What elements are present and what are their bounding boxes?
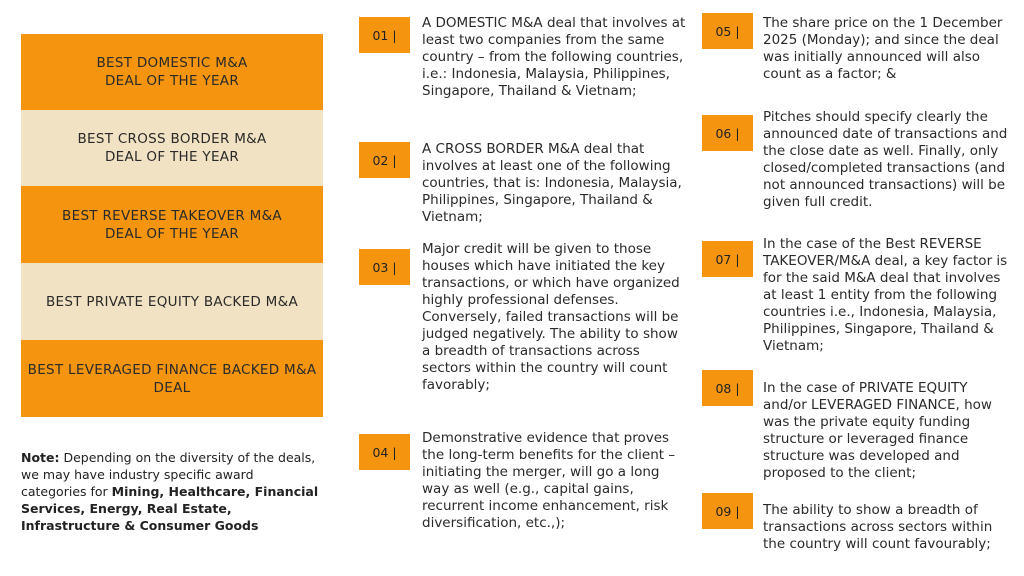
- criterion-text-04: Demonstrative evidence that proves the long-term benefits for the client – initiating the merger, will go a long way as well (e.g., capital gains, recurrent income enhancement, risk diversification, etc.,);: [422, 430, 676, 531]
- category-reverse-takeover: [21, 186, 323, 263]
- criterion-text-03: Major credit will be given to those houses which have initiated the key transactions, or which have organized highly professional defenses. Conversely, failed transactions will be judged negatively. The ability to show a breadth of transactions across sectors within the country will count favorably;: [422, 241, 680, 393]
- note: [21, 449, 321, 534]
- criterion-number-09: 09 |: [702, 493, 753, 529]
- category-private-equity: [21, 263, 323, 340]
- category-label: BEST DOMESTIC M&A DEAL OF THE YEAR: [96, 55, 248, 89]
- category-label: BEST LEVERAGED FINANCE BACKED M&A DEAL: [27, 361, 317, 396]
- note-text: Depending on the diversity of the deals, we may have industry specific award categories for: [21, 450, 316, 499]
- criterion-text-01: A DOMESTIC M&A deal that involves at least two companies from the same country – from the following countries, i.e.: Indonesia, Malaysia, Philippines, Singapore, Thailand & Vietnam;: [422, 15, 686, 99]
- criterion-number-03: 03 |: [359, 249, 410, 285]
- note-industries: Mining, Healthcare, Financial Services, Energy, Real Estate, Infrastructure & Consumer Goods: [21, 484, 319, 533]
- criterion-number-04: 04 |: [359, 434, 410, 470]
- note-label: Note:: [21, 450, 60, 465]
- criterion-number-08: 08 |: [702, 370, 753, 406]
- criterion-number-07: 07 |: [702, 241, 753, 277]
- category-label: BEST CROSS BORDER M&A DEAL OF THE YEAR: [77, 131, 267, 165]
- criterion-number-01: 01 |: [359, 17, 410, 53]
- category-domestic: [21, 34, 323, 110]
- criterion-text-08: In the case of PRIVATE EQUITY and/or LEVERAGED FINANCE, how was the private equity funding structure or leveraged finance structure was developed and proposed to the client;: [763, 380, 992, 481]
- criterion-text-06: Pitches should specify clearly the announced date of transactions and the close date as well. Finally, only closed/completed transactions (and not announced transactions) will be given full credit.: [763, 109, 1008, 210]
- criterion-text-02: A CROSS BORDER M&A deal that involves at least one of the following countries, that is: Indonesia, Malaysia, Philippines, Singapore, Thailand & Vietnam;: [422, 141, 682, 225]
- criterion-text-09: The ability to show a breadth of transactions across sectors within the country will count favourably;: [763, 502, 993, 552]
- criterion-number-05: 05 |: [702, 13, 753, 49]
- category-leveraged-finance: [21, 340, 323, 417]
- criterion-text-07: In the case of the Best REVERSE TAKEOVER/M&A deal, a key factor is for the said M&A deal that involves at least 1 entity from the following countries i.e., Indonesia, Malaysia, Philippines, Singapore, Thailand & Vietnam;: [763, 236, 1008, 354]
- category-label: BEST REVERSE TAKEOVER M&A DEAL OF THE YEAR: [62, 207, 282, 242]
- category-label: BEST PRIVATE EQUITY BACKED M&A: [46, 293, 298, 310]
- criterion-text-05: The share price on the 1 December 2025 (Monday); and since the deal was initially announced will also count as a factor; &: [763, 15, 1003, 82]
- category-cross-border: [21, 110, 323, 186]
- criterion-number-06: 06 |: [702, 115, 753, 151]
- criterion-number-02: 02 |: [359, 142, 410, 178]
